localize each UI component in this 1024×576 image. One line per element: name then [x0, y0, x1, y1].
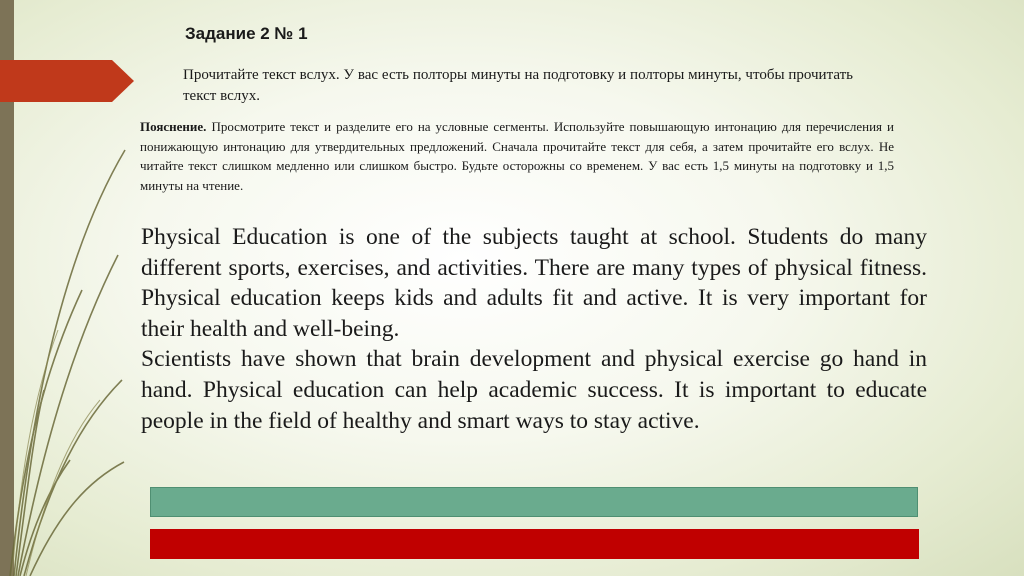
- arrow-accent-icon: [0, 60, 134, 102]
- passage-paragraph-1: Physical Education is one of the subjects taught at school. Students do many different sports, exercises, and activities. There are many types of physical fitness. Physical education keeps kids and adults fit and active. It is very important for their health and well-being.: [141, 224, 927, 342]
- reading-passage: [141, 222, 927, 436]
- note-text: Просмотрите текст и разделите его на условные сегменты. Используйте повышающую интонацию для перечисления и понижающую интонацию для утвердительных предложений. Сначала прочитайте текст для себя, а затем прочитайте его вслух. Не читайте текст слишком медленно или слишком быстро. Будьте осторожны со временем. У вас есть 1,5 минуты на подготовку и 1,5 минуты на чтение.: [140, 119, 894, 193]
- note-label: Пояснение.: [140, 119, 207, 134]
- red-bar: [150, 529, 919, 559]
- explanation-note: [140, 117, 894, 195]
- teal-bar: [150, 487, 918, 517]
- task-title: Задание 2 № 1: [185, 24, 308, 43]
- task-instruction: Прочитайте текст вслух. У вас есть полторы минуты на подготовку и полторы минуты, чтобы прочитать текст вслух.: [183, 67, 853, 104]
- passage-paragraph-2: Scientists have shown that brain development and physical exercise go hand in hand. Physical education can help academic success. It is important to educate people in the field of healthy and smart ways to stay active.: [141, 346, 927, 434]
